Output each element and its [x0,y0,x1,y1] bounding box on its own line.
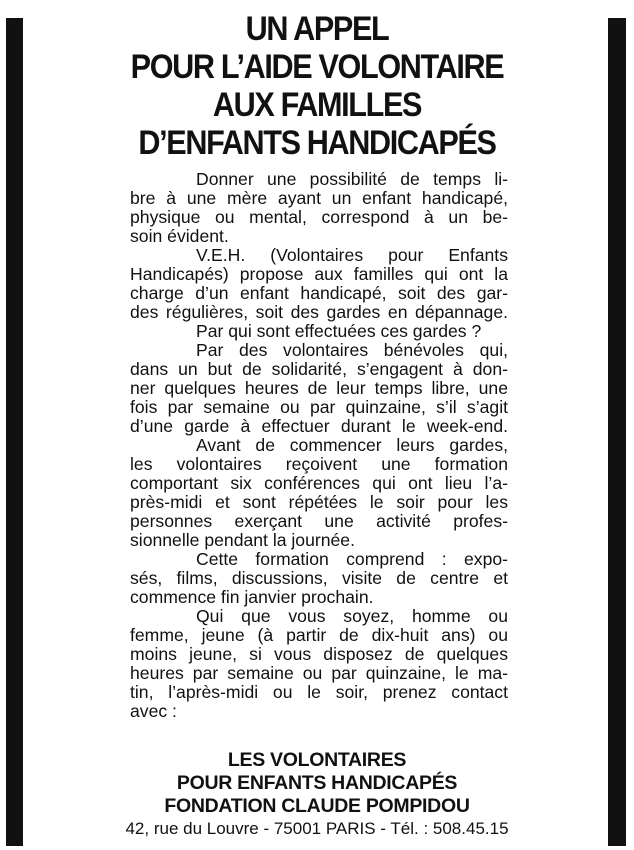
body-line: avec : [130,701,177,721]
organization-line: FONDATION CLAUDE POMPIDOU [164,795,470,817]
headline-line: UN APPEL [245,10,389,48]
body-line: comportant six conférences qui ont lieu l’a- [130,473,508,493]
organization-line: POUR ENFANTS HANDICAPÉS [176,772,458,794]
body-line: sés, films, discussions, visite de centre et [130,568,508,588]
body-text [130,170,508,721]
organization-line: LES VOLONTAIRES [227,749,407,771]
body-line: moins jeune, si vous disposez de quelques [130,644,508,664]
body-line: dans un but de solidarité, s’engagent à don- [130,359,508,379]
body-line: charge d’un enfant handicapé, soit des gar- [130,283,508,303]
contact-address: 42, rue du Louvre - 75001 PARIS - Tél. : 508.45.15 [125,819,509,838]
body-line: Handicapés) propose aux familles qui ont la [130,264,508,284]
body-line: V.E.H. (Volontaires pour Enfants [196,245,508,265]
body-line: Qui que vous soyez, homme ou [196,606,508,626]
body-line: ner quelques heures de leur temps libre, une [130,378,508,398]
body-line: physique ou mental, correspond à un be- [130,207,508,227]
headline [64,10,570,162]
body-line: les volontaires reçoivent une formation [130,454,508,474]
body-line: heures par semaine ou par quinzaine, le ma- [130,663,508,683]
body-line: sionnelle pendant la journée. [130,530,355,550]
body-line: Par qui sont effectuées ces gardes ? [196,321,482,341]
body-line: Par des volontaires bénévoles qui, [196,340,508,360]
body-line: commence fin janvier prochain. [130,587,374,607]
headline-line: POUR L’AIDE VOLONTAIRE [130,48,504,86]
body-line: Avant de commencer leurs gardes, [196,435,508,455]
body-line: personnes exerçant une activité profes- [130,511,508,531]
body-line: femme, jeune (à partir de dix-huit ans) ou [130,625,508,645]
body-line: bre à une mère ayant un enfant handicapé, [130,188,508,208]
organization-name [100,749,534,818]
body-line: des régulières, soit des gardes en dépannage. [130,302,508,322]
left-black-border [6,18,23,846]
body-line: tin, l’après-midi ou le soir, prenez contact [130,682,508,702]
body-line: fois par semaine ou par quinzaine, s’il s’agit [130,397,508,417]
body-line: soin évident. [130,226,229,246]
right-black-border [608,18,626,846]
body-line: Cette formation comprend : expo- [196,549,508,569]
headline-line: D’ENFANTS HANDICAPÉS [138,124,496,162]
body-line: Donner une possibilité de temps li- [196,169,508,189]
headline-line: AUX FAMILLES [212,86,422,124]
body-line: près-midi et sont répétées le soir pour les [130,492,508,512]
body-line: d’une garde à effectuer durant le week-end. [130,416,508,436]
